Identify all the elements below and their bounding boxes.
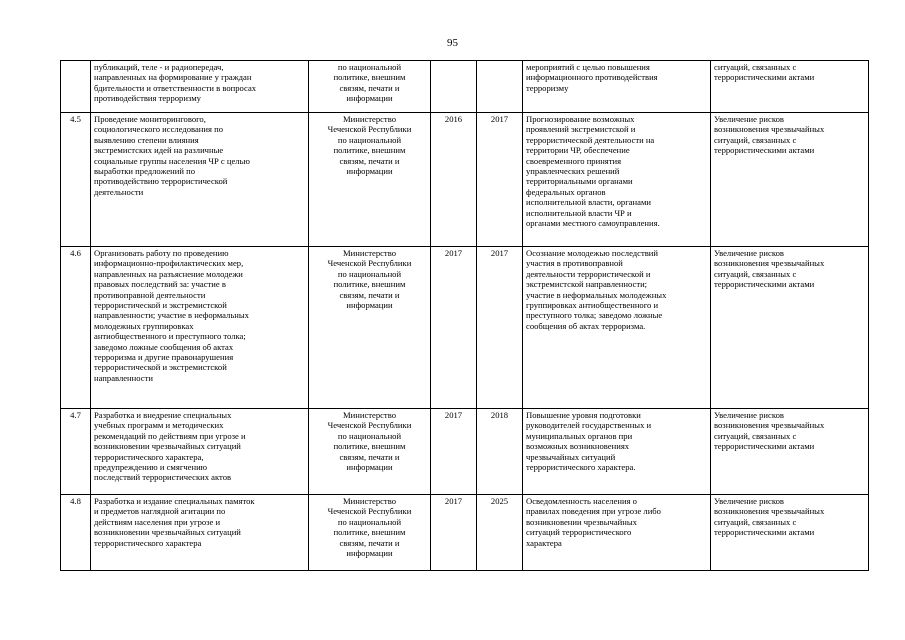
measure-text: Разработка и издание специальных памяток и предметов наглядной агитации по действиям населения при угрозе и возникновении чрезвычайных ситуаций террористического характера [91,495,309,571]
table-row [61,61,869,113]
measure-text: Разработка и внедрение специальных учебных программ и методических рекомендаций по действиям при угрозе и возникновении чрезвычайных ситуаций террористического характера, предупреждению и смягчению последствий террористических актов [91,409,309,495]
executor-cell: Министерство Чеченской Республики по национальной политике, внешним связям, печати и информации [309,495,431,571]
risk-cell: Увеличение рисков возникновения чрезвычайных ситуаций, связанных с террористическими актами [711,409,869,495]
start-year: 2017 [431,247,477,409]
expected-result: Прогнозирование возможных проявлений экстремистской и террористической деятельности на территории ЧР, обеспечение своевременного принятия управленческих решений территориальными органами федеральных органов исполнительной власти, органами исполнительной власти ЧР и органами местного самоуправления. [523,113,711,247]
executor-cell: Министерство Чеченской Республики по национальной политике, внешним связям, печати и информации [309,409,431,495]
start-year: 2017 [431,495,477,571]
measure-text: Организовать работу по проведению информационно-профилактических мер, направленных на разъяснение молодежи правовых последствий за: участие в противоправной деятельности террористической и экстремистской направленности; участие в неформальных молодежных группировках антиобщественного и преступного толка; заведомо ложные сообщения об актах терроризма и другие правонарушения террористической и экстремистской направленности [91,247,309,409]
end-year [477,61,523,113]
start-year [431,61,477,113]
expected-result: Повышение уровня подготовки руководителей государственных и муниципальных органов при возможных возникновениях чрезвычайных ситуаций террористического характера. [523,409,711,495]
expected-result: мероприятий с целью повышения информационного противодействия терроризму [523,61,711,113]
end-year: 2018 [477,409,523,495]
risk-cell: Увеличение рисков возникновения чрезвычайных ситуаций, связанных с террористическими актами [711,495,869,571]
page-number: 95 [447,37,458,49]
table-row [61,113,869,247]
risk-cell: ситуаций, связанных с террористическими актами [711,61,869,113]
executor-cell: Министерство Чеченской Республики по национальной политике, внешним связям, печати и информации [309,247,431,409]
end-year: 2017 [477,247,523,409]
row-number: 4.6 [61,247,91,409]
row-number: 4.8 [61,495,91,571]
end-year: 2025 [477,495,523,571]
start-year: 2016 [431,113,477,247]
executor-cell: Министерство Чеченской Республики по национальной политике, внешним связям, печати и информации [309,113,431,247]
measures-table [60,60,869,571]
row-number: 4.5 [61,113,91,247]
end-year: 2017 [477,113,523,247]
table-row [61,495,869,571]
expected-result: Осведомленность населения о правилах поведения при угрозе либо возникновении чрезвычайных ситуаций террористического характера [523,495,711,571]
executor-cell: по национальной политике, внешним связям, печати и информации [309,61,431,113]
row-number [61,61,91,113]
risk-cell: Увеличение рисков возникновения чрезвычайных ситуаций, связанных с террористическими актами [711,247,869,409]
table-row [61,247,869,409]
table-row [61,409,869,495]
risk-cell: Увеличение рисков возникновения чрезвычайных ситуаций, связанных с террористическими актами [711,113,869,247]
start-year: 2017 [431,409,477,495]
measure-text: публикаций, теле - и радиопередач, направленных на формирование у граждан бдительности и ответственности в вопросах противодействия терроризму [91,61,309,113]
measure-text: Проведение мониторингового, социологического исследования по выявлению степени влияния экстремистских идей на различные социальные группы населения ЧР с целью выработки предложений по противодействию террористической деятельности [91,113,309,247]
row-number: 4.7 [61,409,91,495]
expected-result: Осознание молодежью последствий участия в противоправной деятельности террористической и экстремистской направленности; участие в неформальных молодежных группировках антиобщественного и преступного толка; заведомо ложные сообщения об актах терроризма. [523,247,711,409]
